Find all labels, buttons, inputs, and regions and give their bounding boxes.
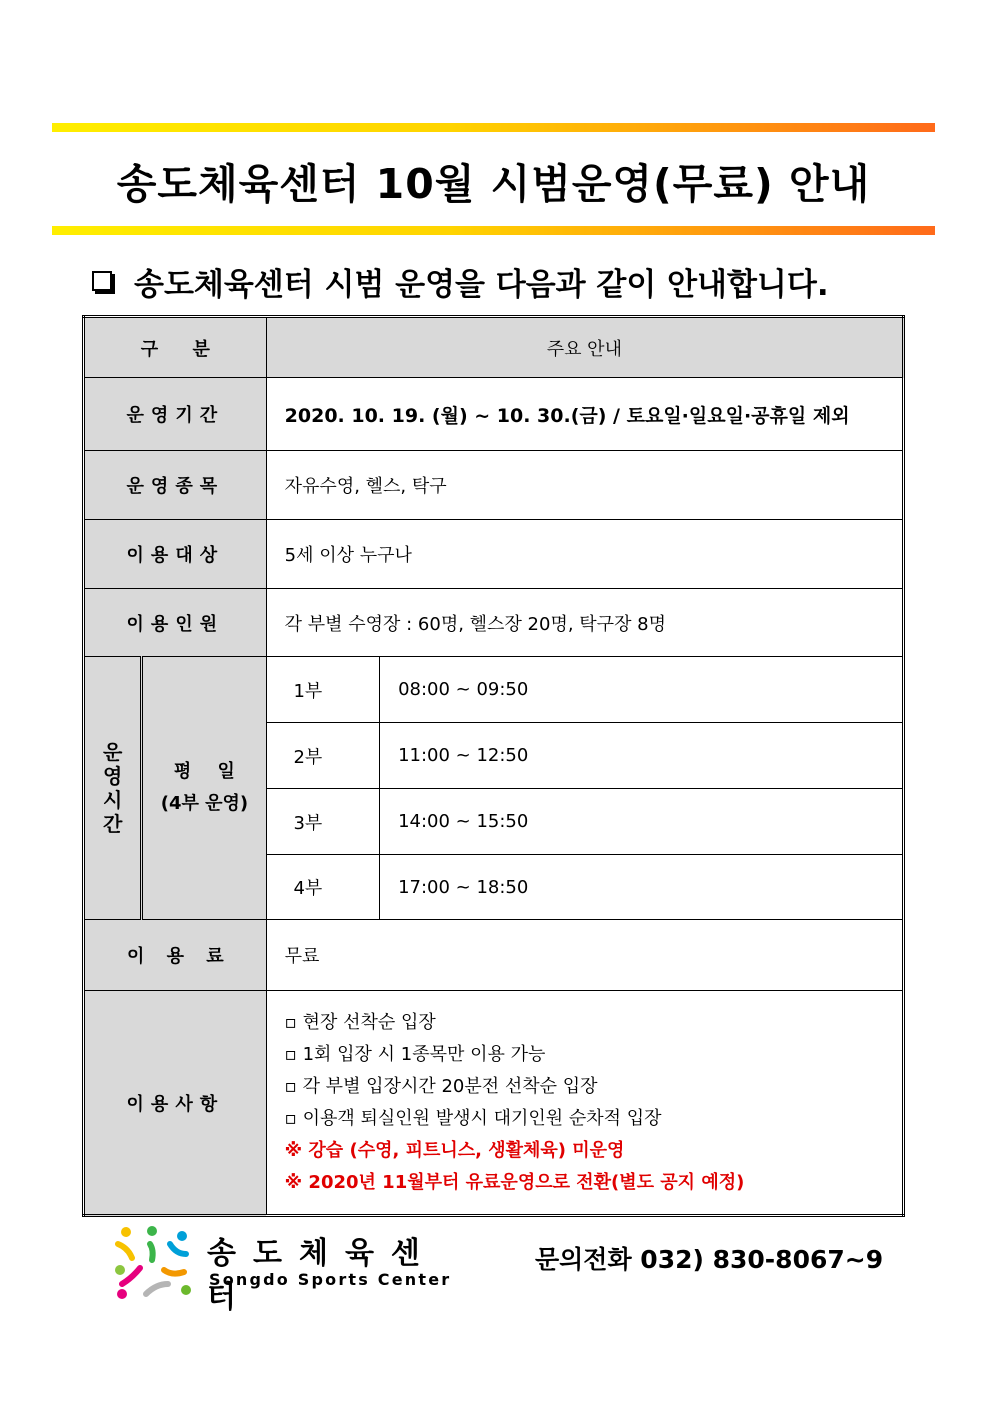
notes-row [84,991,904,1216]
col2-header: 주요 안내 [266,317,903,378]
table-header-row [84,317,904,378]
target-row [84,520,904,589]
session-row [84,657,904,723]
contact-phone: 문의전화 032) 830-8067~9 [535,1245,884,1274]
events-row [84,451,904,520]
capacity-value: 각 부별 수영장 : 60명, 헬스장 20명, 탁구장 8명 [266,589,903,657]
session-name: 4부 [266,855,379,920]
period-value: 2020. 10. 19. (월) ~ 10. 30.(금) / 토요일·일요일·공휴일 제외 [266,378,903,451]
col1-header-text: 구 분 [140,338,210,360]
checkbox-bullet-icon [92,271,112,291]
hours-label-char: 시 [102,788,123,812]
target-label: 이용대상 [84,520,267,589]
note-item: ▫ 각 부별 입장시간 20분전 선착순 입장 [284,1075,598,1097]
top-accent-bar [52,123,935,132]
target-value: 5세 이상 누구나 [266,520,903,589]
logo-mark-icon [112,1224,192,1300]
notes-list [266,991,903,1216]
bottom-accent-bar [52,226,935,235]
page-title: 송도체육센터 10월 시범운영(무료) 안내 [116,159,871,208]
note-item: ▫ 1회 입장 시 1종목만 이용 가능 [284,1043,546,1065]
capacity-label: 이용인원 [84,589,267,657]
hours-label-char: 운 [102,740,123,764]
session-name: 2부 [266,723,379,789]
red-note-item: ※ 강습 (수영, 피트니스, 생활체육) 미운영 [284,1139,625,1161]
subtitle [92,256,829,306]
events-label: 운영종목 [84,451,267,520]
fee-label: 이 용 료 [84,920,267,991]
session-time: 14:00 ~ 15:50 [380,789,904,855]
logo-text-ko: 송도체육센터 [207,1236,437,1315]
red-note-item: ※ 2020년 11월부터 유료운영으로 전환(별도 공지 예정) [284,1171,745,1193]
weekday-label [142,657,266,920]
capacity-row [84,589,904,657]
note-item: ▫ 이용객 퇴실인원 발생시 대기인원 순차적 입장 [284,1107,662,1129]
col1-header [84,317,267,378]
fee-value: 무료 [266,920,903,991]
info-table [82,315,905,1217]
session-time: 17:00 ~ 18:50 [380,855,904,920]
session-time: 08:00 ~ 09:50 [380,657,904,723]
session-time: 11:00 ~ 12:50 [380,723,904,789]
subtitle-text: 송도체육센터 시범 운영을 다음과 같이 안내합니다. [134,266,829,303]
hours-label-char: 영 [102,764,123,788]
logo-text-en: Songdo Sports Center [209,1270,452,1289]
hours-label [84,657,142,920]
session-name: 3부 [266,789,379,855]
hours-label-char: 간 [102,812,123,836]
session-name: 1부 [266,657,379,723]
note-item: ▫ 현장 선착순 입장 [284,1011,436,1033]
center-logo [112,1224,462,1315]
weekday-label-text: 평 일 [173,761,235,782]
period-row [84,378,904,451]
period-label: 운영기간 [84,378,267,451]
weekday-sub-text: (4부 운영) [160,793,249,814]
fee-row [84,920,904,991]
events-value: 자유수영, 헬스, 탁구 [266,451,903,520]
notes-label: 이용사항 [84,991,267,1216]
